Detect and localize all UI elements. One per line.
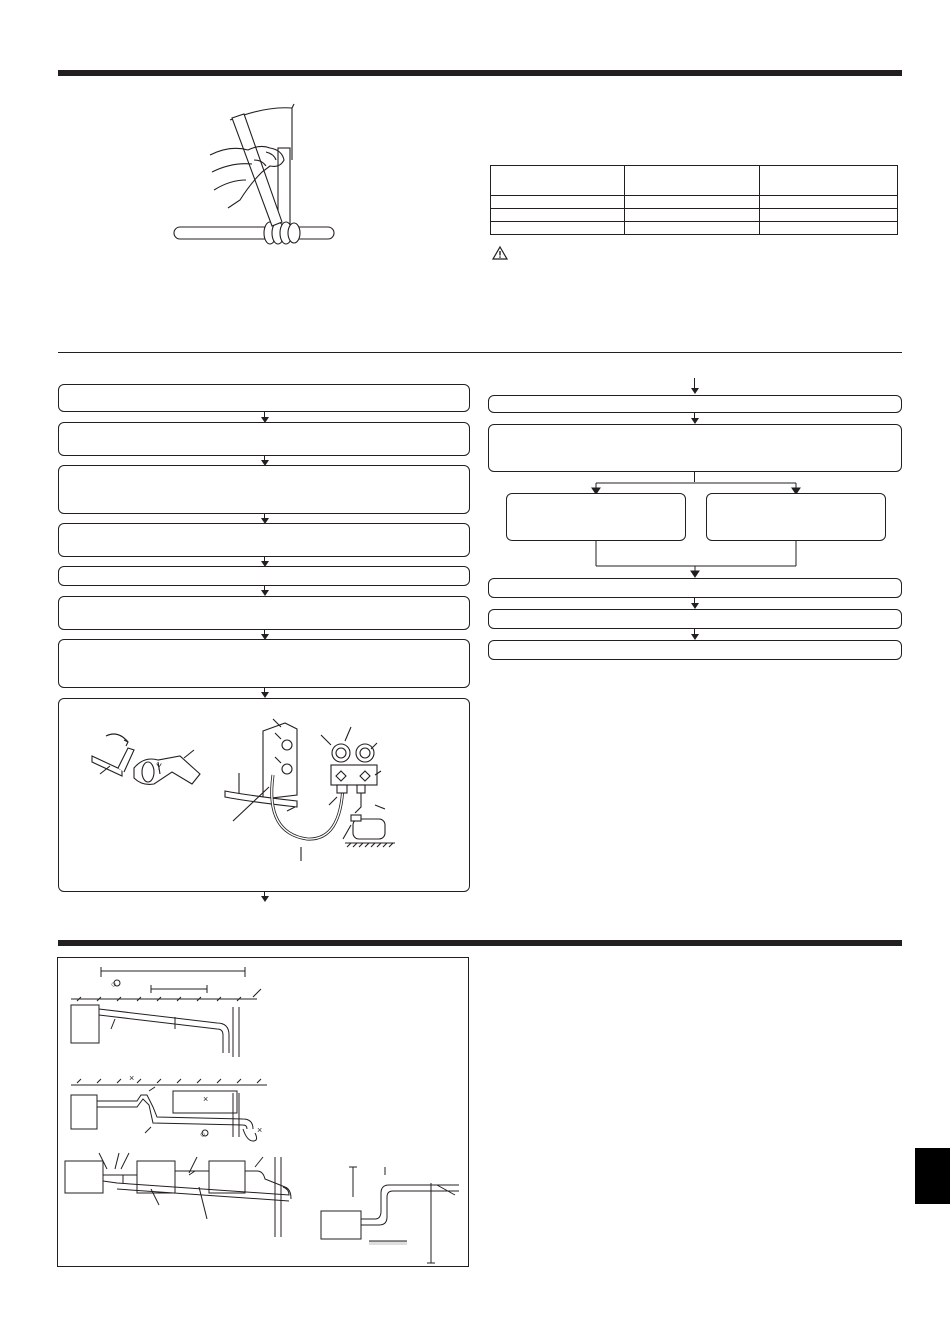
mark-circle: ○ [111,979,117,989]
flow-step-box [488,578,902,598]
flow-step-box [58,639,470,688]
flow-step-box [58,465,470,514]
spec-cell [491,196,625,209]
flow-step-box [488,640,902,660]
flow-step-box [58,422,470,456]
hex-key-valve-figure [88,726,208,806]
table-row [491,196,898,209]
flow-step-box [58,596,470,630]
spec-header-cell [625,166,759,196]
flow-arrow [260,892,270,903]
warning-triangle-icon [492,246,508,260]
spec-cell [625,222,759,235]
mark-circle: ○ [200,1129,206,1139]
table-row [491,209,898,222]
spec-header-cell [491,166,625,196]
mark-x: × [129,1073,135,1083]
flow-arrow [260,688,270,698]
flow-step-box [488,424,902,472]
flow-branch-box-right [706,493,886,541]
mark-x: × [257,1125,263,1135]
flow-arrow [690,598,700,609]
flow-step-box [58,384,470,412]
spec-cell [759,196,897,209]
spec-cell [491,209,625,222]
flow-step-box [488,395,902,413]
flow-arrow [690,629,700,640]
flow-step-box [58,523,470,557]
spec-header-cell [759,166,897,196]
gauge-manifold-figure [225,715,415,875]
flow-arrow [690,413,700,424]
section-divider [58,352,902,353]
drain-piping-figure [57,957,469,1267]
flow-step-box [58,566,470,586]
chapter-tab-marker [915,1148,950,1204]
flow-step-box [488,609,902,629]
flare-tightening-figure [170,100,340,245]
mark-x: × [203,1094,209,1104]
spec-cell [759,209,897,222]
flow-branch-box-left [506,493,686,541]
spec-cell [625,196,759,209]
top-section-bar [58,70,902,76]
svg-text:Y: Y [156,762,163,772]
spec-cell [625,209,759,222]
table-row [491,222,898,235]
drain-section-bar [58,940,902,946]
spec-table [490,165,898,235]
spec-cell [491,222,625,235]
spec-cell [759,222,897,235]
flow-arrow [260,586,270,596]
flow-arrow [690,378,700,394]
